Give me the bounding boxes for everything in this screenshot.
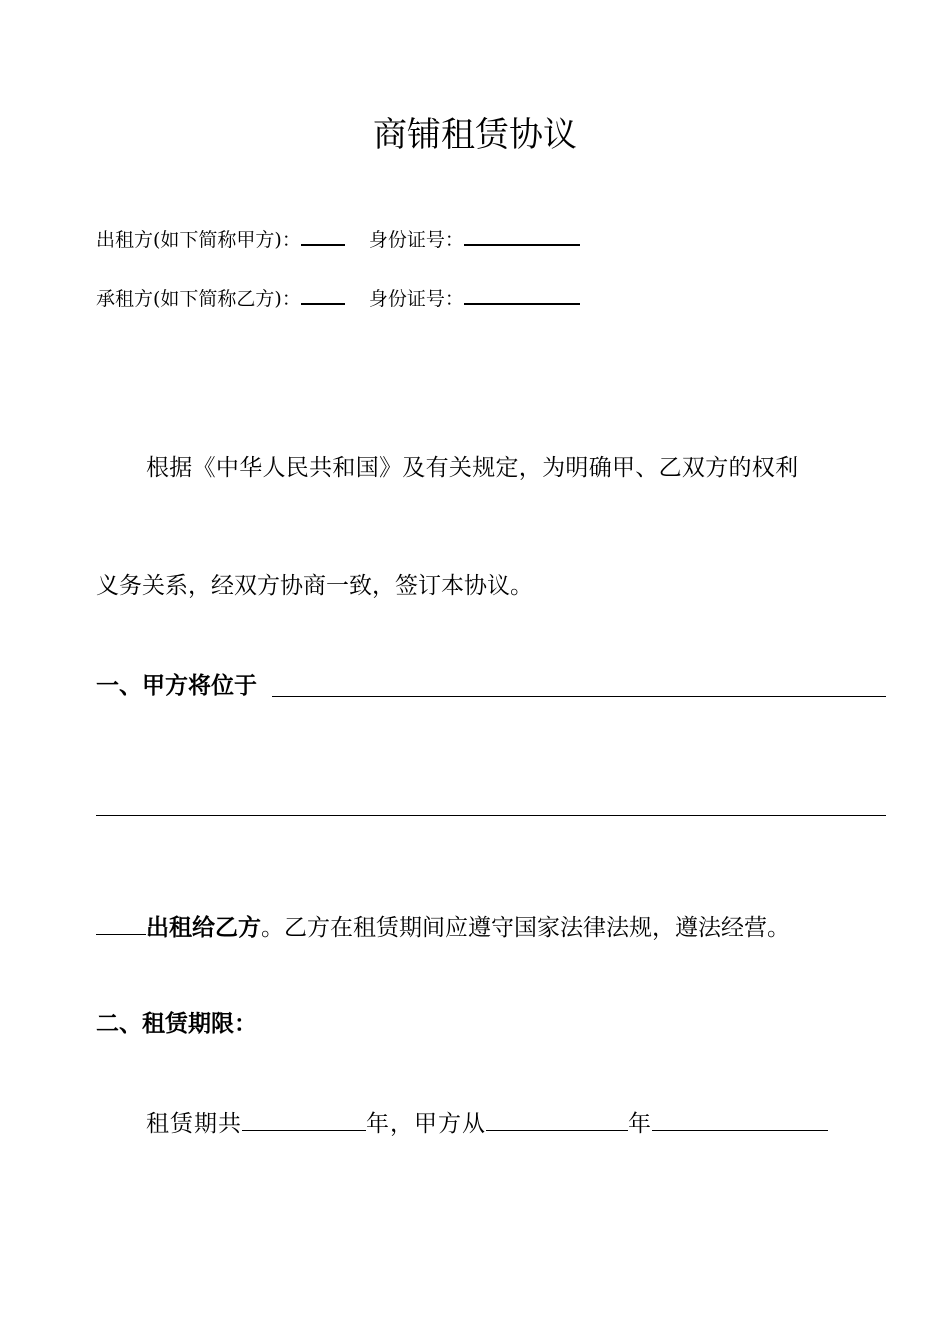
section-2-heading: 二、租赁期限：: [96, 1011, 257, 1037]
section-1-heading-line: [96, 670, 257, 702]
lessee-id-label: 身份证号：: [368, 288, 464, 310]
location-blank-1[interactable]: [272, 696, 886, 697]
lessee-label: 承租方(如下简称乙方)：: [96, 288, 301, 310]
lessor-line: [96, 224, 580, 253]
location-blank-3[interactable]: [96, 910, 146, 935]
section-1-lease-line: [96, 910, 790, 944]
start-year-blank[interactable]: [486, 1106, 628, 1131]
section-2-heading-line: [96, 1008, 257, 1040]
lessee-line: [96, 283, 580, 312]
lease-to-label: 出租给乙方: [146, 915, 261, 941]
term-year-text: 年，甲方从: [366, 1111, 486, 1137]
start-date-blank[interactable]: [652, 1106, 828, 1131]
lessor-id-blank[interactable]: [464, 224, 580, 246]
intro-line-2: 义务关系，经双方协商一致，签订本协议。: [96, 573, 533, 599]
lessor-id-label: 身份证号：: [368, 229, 464, 251]
section-1-heading: 一、甲方将位于: [96, 673, 257, 699]
location-blank-2[interactable]: [96, 815, 886, 816]
lease-text: 。乙方在租赁期间应遵守国家法律法规，遵法经营。: [261, 915, 790, 941]
lessee-name-blank[interactable]: [301, 283, 345, 305]
lease-term-line: [146, 1106, 828, 1140]
lessor-name-blank[interactable]: [301, 224, 345, 246]
document-title: 商铺租赁协议: [373, 115, 577, 155]
intro-line-1: 根据《中华人民共和国》及有关规定，为明确甲、乙双方的权利: [146, 455, 799, 481]
term-years-blank[interactable]: [242, 1106, 366, 1131]
lessor-label: 出租方(如下简称甲方)：: [96, 229, 301, 251]
lessee-id-blank[interactable]: [464, 283, 580, 305]
term-prefix: 租赁期共: [146, 1111, 242, 1137]
term-year2-text: 年: [628, 1111, 652, 1137]
